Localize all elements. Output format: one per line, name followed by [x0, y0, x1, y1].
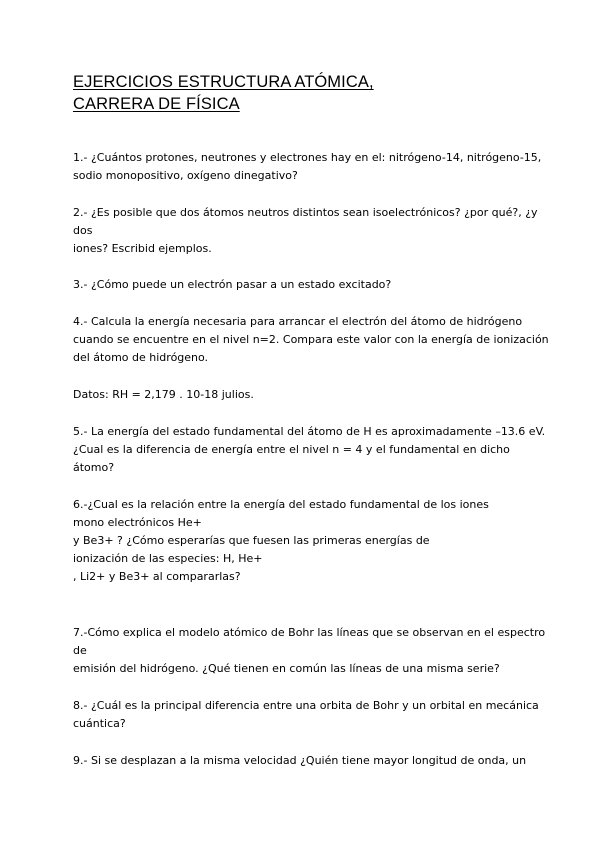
question-8-line-2: cuántica? [73, 717, 126, 730]
question-6-line-2: mono electrónicos He+ [73, 516, 202, 529]
question-5-line-3: átomo? [73, 461, 115, 474]
question-2-line-2: dos [73, 224, 93, 237]
question-7-line-3: emisión del hidrógeno. ¿Qué tienen en común las líneas de una misma serie? [73, 662, 500, 675]
question-8-line-1: 8.- ¿Cuál es la principal diferencia entre una orbita de Bohr y un orbital en mecánica [73, 699, 539, 712]
document-title-line-1: EJERCICIOS ESTRUCTURA ATÓMICA, [73, 73, 374, 91]
question-2-line-1: 2.- ¿Es posible que dos átomos neutros distintos sean isoelectrónicos? ¿por qué?, ¿y [73, 206, 538, 219]
question-7-line-1: 7.-Cómo explica el modelo atómico de Bohr las líneas que se observan en el espectro [73, 626, 546, 639]
question-9-line-1: 9.- Si se desplazan a la misma velocidad ¿Quién tiene mayor longitud de onda, un [73, 754, 527, 767]
question-6-line-3: y Be3+ ? ¿Cómo esperarías que fuesen las primeras energías de [73, 534, 430, 547]
question-2-line-3: iones? Escribid ejemplos. [73, 242, 212, 255]
question-1-line-1: 1.- ¿Cuántos protones, neutrones y electrones hay en el: nitrógeno-14, nitrógeno-15, [73, 151, 542, 164]
question-5-line-1: 5.- La energía del estado fundamental del átomo de H es aproximadamente –13.6 eV. [73, 425, 546, 438]
question-6-line-4: ionización de las especies: H, He+ [73, 552, 263, 565]
data-line: Datos: RH = 2,179 . 10-18 julios. [73, 388, 254, 401]
question-4-line-1: 4.- Calcula la energía necesaria para arrancar el electrón del átomo de hidrógeno [73, 315, 523, 328]
question-6-line-5: , Li2+ y Be3+ al compararlas? [73, 570, 241, 583]
question-3-line-1: 3.- ¿Cómo puede un electrón pasar a un estado excitado? [73, 278, 392, 291]
question-1-line-2: sodio monopositivo, oxígeno dinegativo? [73, 169, 298, 182]
question-7-line-2: de [73, 644, 87, 657]
question-5-line-2: ¿Cual es la diferencia de energía entre el nivel n = 4 y el fundamental en dicho [73, 443, 510, 456]
question-4-line-3: del átomo de hidrógeno. [73, 351, 209, 364]
question-4-line-2: cuando se encuentre en el nivel n=2. Compara este valor con la energía de ionización [73, 333, 549, 346]
document-title-line-2: CARRERA DE FÍSICA [73, 95, 240, 113]
question-6-line-1: 6.-¿Cual es la relación entre la energía del estado fundamental de los iones [73, 498, 489, 511]
